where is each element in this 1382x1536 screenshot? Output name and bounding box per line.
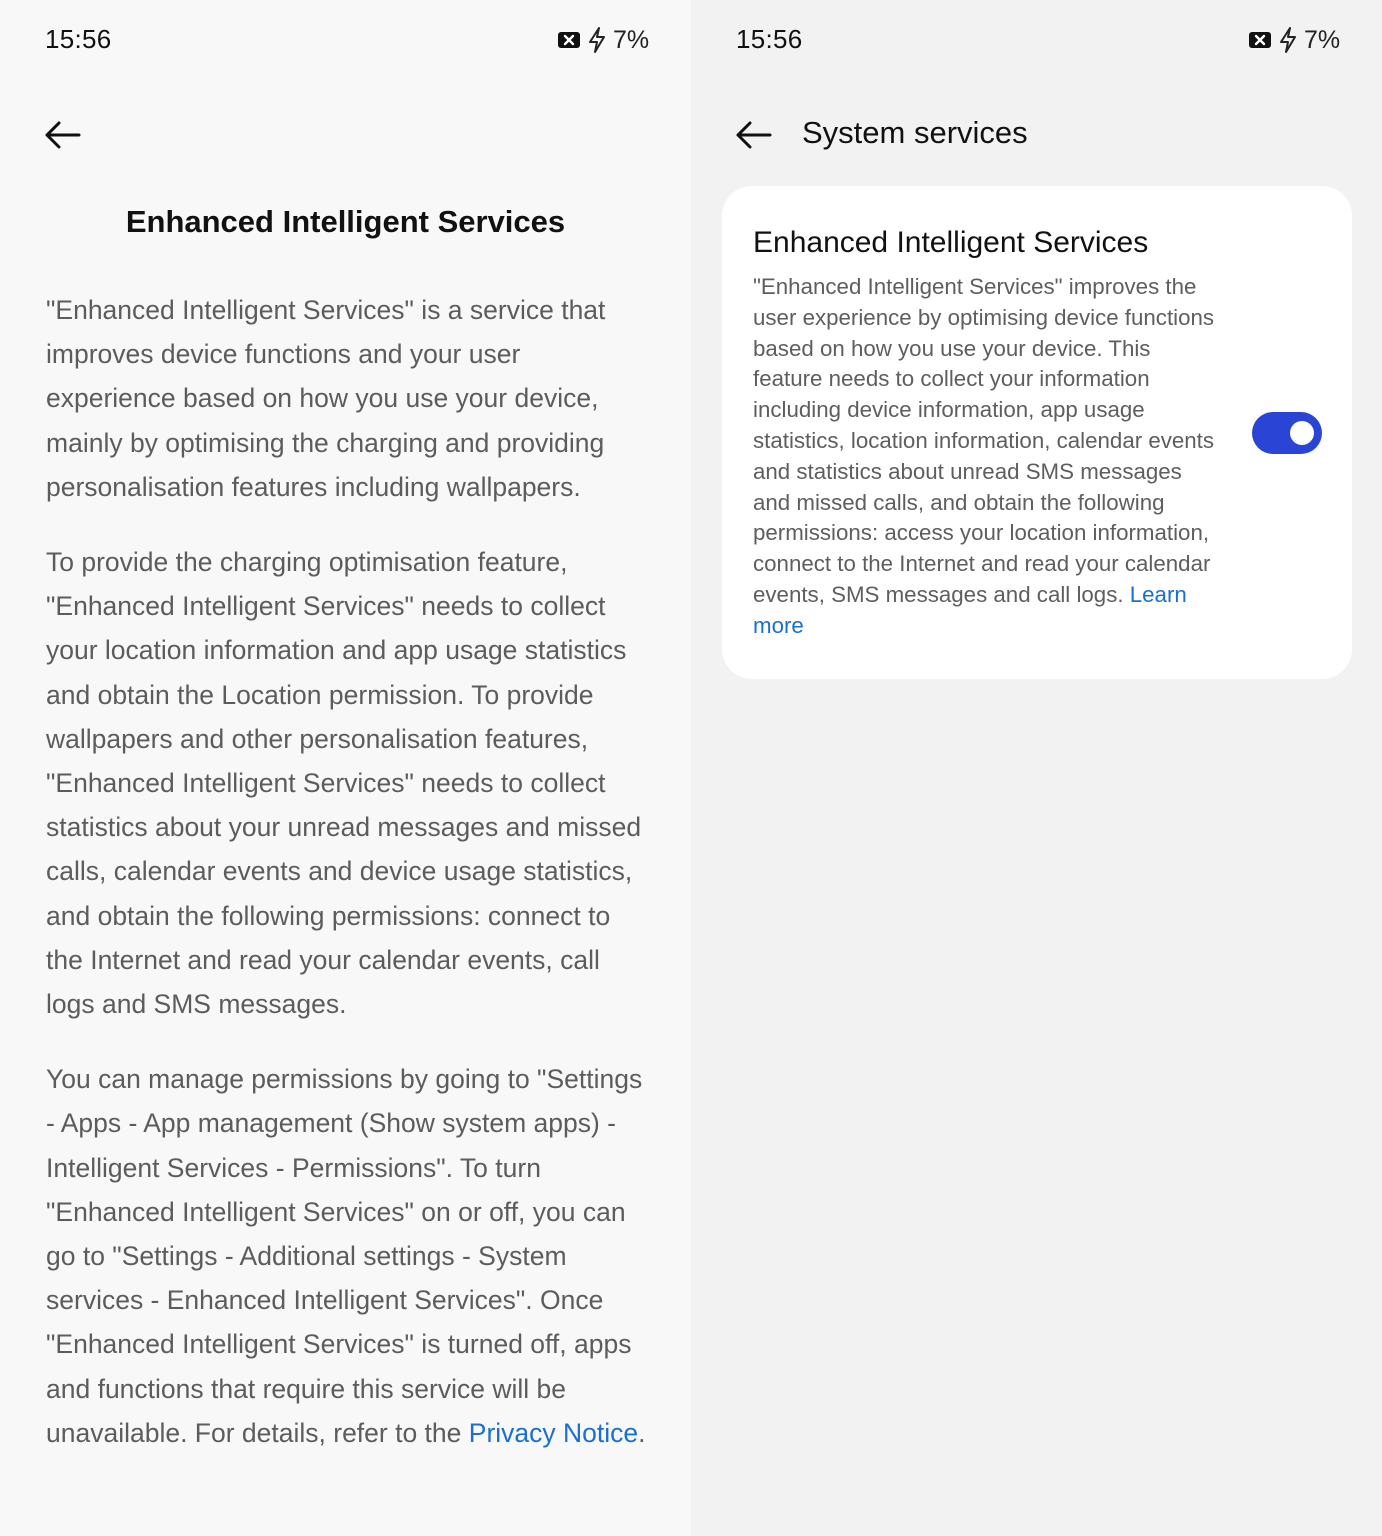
right-screen (691, 0, 1382, 1536)
toggle-knob (1290, 421, 1314, 445)
enhanced-services-toggle[interactable] (1252, 412, 1322, 454)
privacy-notice-link[interactable]: Privacy Notice (468, 1417, 639, 1448)
paragraph-end-period: . (638, 1417, 646, 1448)
status-time: 15:56 (45, 24, 112, 54)
back-button[interactable] (38, 111, 86, 159)
charging-bolt-icon (1278, 26, 1298, 54)
back-button[interactable] (729, 111, 777, 159)
battery-saver-icon (1248, 30, 1272, 50)
battery-saver-icon (557, 30, 581, 50)
setting-title: Enhanced Intelligent Services (753, 226, 1149, 259)
back-arrow-icon (43, 120, 81, 150)
back-arrow-icon (734, 120, 772, 150)
paragraph-manage-permissions (46, 1057, 650, 1455)
battery-percent: 7% (613, 25, 650, 54)
status-icons (1248, 24, 1340, 56)
setting-description (753, 272, 1218, 642)
learn-more-link[interactable]: Learn more (753, 581, 1187, 638)
status-icons (557, 24, 649, 56)
description-body (46, 288, 650, 1486)
page-title: System services (802, 115, 1028, 150)
status-time: 15:56 (736, 24, 803, 54)
charging-bolt-icon (587, 26, 607, 54)
paragraph-data-collection: To provide the charging optimisation feature, "Enhanced Intelligent Services" needs to collect your location information and app usage statistics and obtain the Location permission. To provide wallpapers and other personalisation features, "Enhanced Intelligent Services" needs to collect statistics about your unread messages and missed calls, calendar events and device usage statistics, and obtain the following permissions: connect to the Internet and read your calendar events, call logs and SMS messages. (46, 547, 642, 1020)
battery-percent: 7% (1304, 25, 1341, 54)
paragraph-intro: "Enhanced Intelligent Services" is a service that improves device functions and your user experience based on how you use your device, mainly by optimising the charging and providing personalisation features including wallpapers. (46, 295, 606, 502)
paragraph-manage-text: You can manage permissions by going to "Settings - Apps - App management (Show system apps) - Intelligent Services - Permissions". To turn "Enhanced Intelligent Services" on or off, you can go to "Settings - Additional settings - System services - Enhanced Intelligent Services". Once "Enhanced Intelligent Services" is turned off, apps and functions that require this service will be unavailable. For details, refer to the (46, 1064, 643, 1448)
page-title: Enhanced Intelligent Services (125, 204, 566, 239)
setting-description-text: "Enhanced Intelligent Services" improves the user experience by optimising device functions based on how you use your device. This feature needs to collect your information including device information, app usage statistics, location information, calendar events and statistics about unread SMS messages and missed calls, and obtain the following permissions: access your location information, connect to the Internet and read your calendar events, SMS messages and call logs. (753, 274, 1215, 607)
setting-card (722, 186, 1352, 679)
